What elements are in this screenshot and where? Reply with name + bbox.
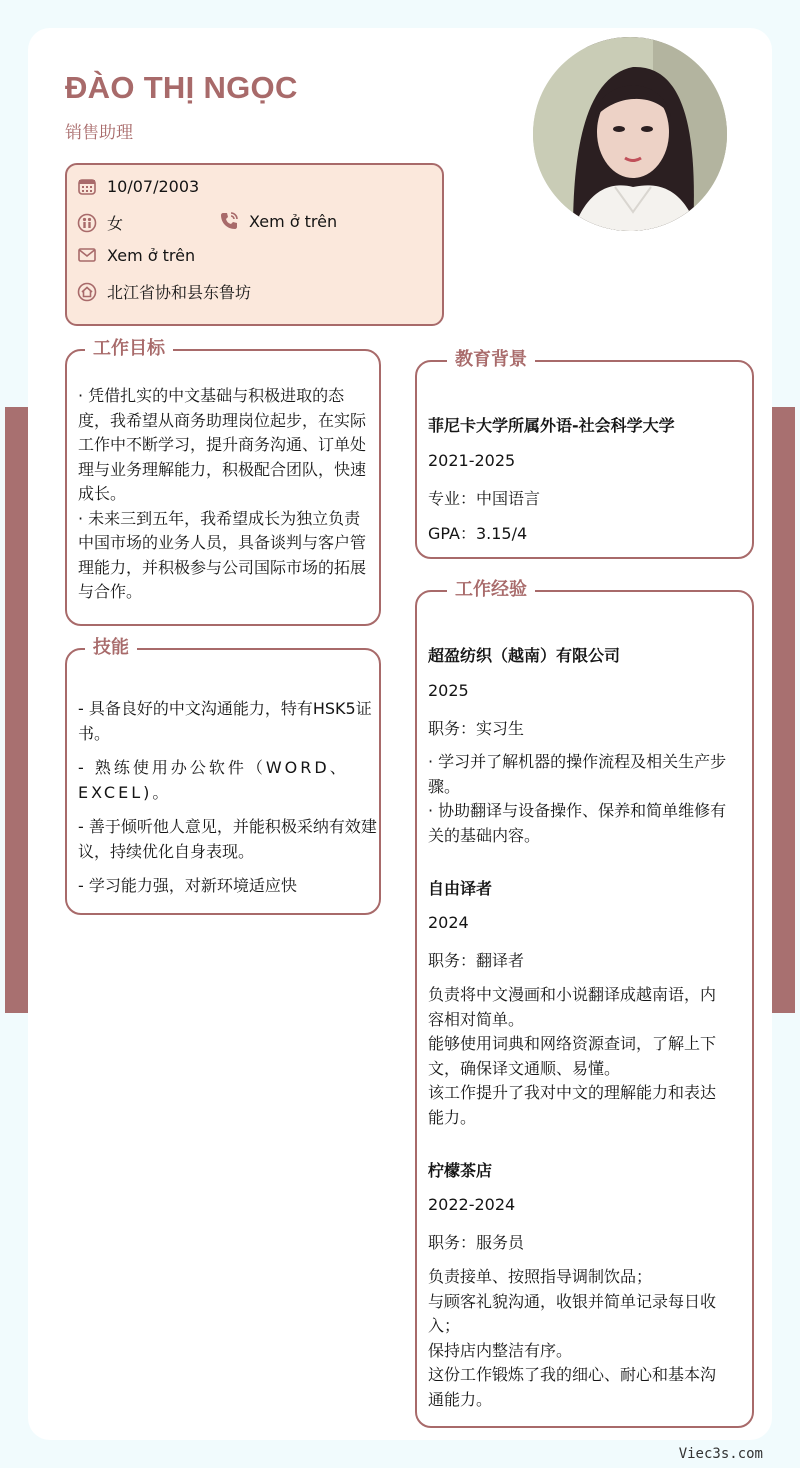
site-watermark: Viec3s.com [678, 1446, 763, 1462]
education-title: 教育背景 [447, 348, 535, 372]
objective-section [65, 338, 381, 626]
job-desc-line: · 学习并了解机器的操作流程及相关生产步骤。 [428, 752, 727, 796]
skill-item: - 学习能力强，对新环境适应快 [78, 876, 297, 895]
skill-item: - 熟练使用办公软件（WORD、EXCEL)。 [78, 758, 349, 802]
job-org: 自由译者 [428, 879, 493, 898]
contact-phone [219, 211, 337, 231]
phone-icon [219, 211, 239, 231]
job-desc-line: 这份工作锻炼了我的细心、耐心和基本沟通能力。 [428, 1365, 717, 1409]
phone-value: Xem ở trên [249, 211, 338, 231]
skills-title: 技能 [85, 636, 137, 660]
objective-body [78, 384, 371, 605]
job-position: 职务：翻译者 [428, 951, 525, 970]
job-position: 职务：服务员 [428, 1233, 525, 1252]
candidate-name: ĐÀO THỊ NGỌC [65, 70, 298, 105]
contact-birthday [77, 176, 199, 196]
portrait-illustration [533, 37, 727, 231]
skill-item: - 具备良好的中文沟通能力，特有HSK5证书。 [78, 699, 372, 743]
job-org: 超盈纺织（越南）有限公司 [428, 646, 621, 665]
job-desc-line: 保持店内整洁有序。 [428, 1340, 573, 1360]
education-gpa: GPA：3.15/4 [428, 524, 528, 543]
experience-section [415, 579, 754, 1428]
education-school: 菲尼卡大学所属外语-社会科学大学 [428, 416, 675, 435]
address-value: 北江省协和县东鲁坊 [107, 283, 252, 302]
job-desc-line: 与顾客礼貌沟通，收银并简单记录每日收入； [428, 1291, 717, 1335]
email-value: Xem ở trên [107, 245, 196, 265]
objective-paragraph: · 未来三到五年，我希望成长为独立负责中国市场的业务人员，具备谈判与客户管理能力，并积极参与公司国际市场的拓展与合作。 [78, 508, 367, 601]
job-period: 2025 [428, 681, 469, 700]
job-desc-line: · 协助翻译与设备操作、保养和简单维修有关的基础内容。 [428, 801, 727, 845]
candidate-role: 销售助理 [65, 123, 133, 143]
calendar-icon [77, 176, 97, 196]
birthday-value: 10/07/2003 [107, 176, 200, 196]
job-description [428, 983, 728, 1130]
job-description [428, 750, 728, 848]
job-desc-line: 该工作提升了我对中文的理解能力和表达能力。 [428, 1083, 717, 1127]
job-period: 2022-2024 [428, 1195, 516, 1214]
envelope-icon [77, 245, 97, 265]
job-desc-line: 负责接单、按照指导调制饮品； [428, 1267, 653, 1286]
objective-paragraph: · 凭借扎实的中文基础与积极进取的态度，我希望从商务助理岗位起步，在实际工作中不断学习，提升商务沟通、订单处理与业务理解能力，积极配合团队，快速成长。 [78, 386, 367, 503]
skill-item: - 善于倾听他人意见，并能积极采纳有效建议，持续优化自身表现。 [78, 817, 377, 861]
left-decor-bar [5, 407, 29, 1013]
experience-title: 工作经验 [447, 578, 535, 602]
job-desc-line: 能够使用词典和网络资源查词，了解上下文，确保译文通顺、易懂。 [428, 1034, 717, 1078]
education-major: 专业：中国语言 [428, 489, 541, 508]
job-period: 2024 [428, 913, 469, 932]
objective-title: 工作目标 [85, 337, 173, 361]
gender-icon [77, 213, 97, 233]
education-section [415, 349, 754, 559]
skills-list [78, 697, 381, 899]
job-position: 职务：实习生 [428, 719, 525, 738]
job-org: 柠檬茶店 [428, 1161, 493, 1180]
job-desc-line: 负责将中文漫画和小说翻译成越南语，内容相对简单。 [428, 985, 717, 1029]
contact-email [77, 245, 195, 265]
home-icon [77, 282, 97, 302]
job-description [428, 1265, 728, 1412]
gender-value: 女 [107, 214, 124, 233]
contact-gender [77, 211, 123, 234]
right-decor-bar [771, 407, 795, 1013]
skills-section [65, 637, 381, 915]
profile-photo [533, 37, 727, 231]
contact-address [77, 280, 251, 303]
education-period: 2021-2025 [428, 451, 516, 470]
